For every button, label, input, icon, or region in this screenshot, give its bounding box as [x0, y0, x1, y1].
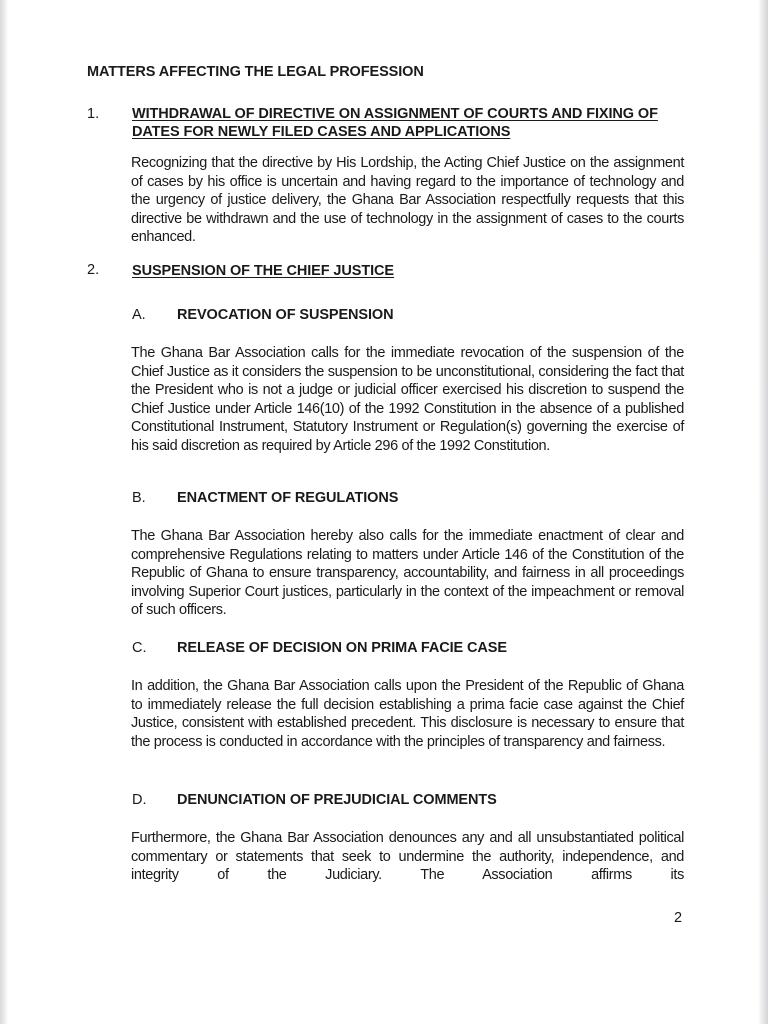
subsection-b-letter: B.	[132, 490, 146, 506]
section-2-number: 2.	[87, 262, 100, 278]
section-2-heading: SUSPENSION OF THE CHIEF JUSTICE	[132, 263, 394, 279]
subsection-d-letter: D.	[132, 792, 147, 808]
subsection-d-body: Furthermore, the Ghana Bar Association denounces any and all unsubstantiated political commentary or statements that seek to undermine the authority, independence, and integrity of the Judiciary. The Association affirms its	[131, 830, 684, 884]
subsection-b-heading: ENACTMENT OF REGULATIONS	[177, 490, 399, 506]
subsection-a-letter: A.	[132, 307, 146, 323]
section-1-body: Recognizing that the directive by His Lordship, the Acting Chief Justice on the assignment of cases by his office is uncertain and having regard to the importance of technology and the urgency of justice delivery, the Ghana Bar Association respectfully requests that this directive be withdrawn and the use of technology in the assignment of cases to the courts enhanced.	[131, 155, 684, 246]
subsection-b-body: The Ghana Bar Association hereby also calls for the immediate enactment of clear and comprehensive Regulations relating to matters under Article 146 of the Constitution of the Republic of Ghana to ensure transparency, accountability, and fairness in all proceedings involving Superior Court justices, particularly in the context of the impeachment or removal of such officers.	[131, 528, 684, 619]
subsection-d-heading: DENUNCIATION OF PREJUDICIAL COMMENTS	[177, 792, 497, 808]
section-1-heading: WITHDRAWAL OF DIRECTIVE ON ASSIGNMENT OF COURTS AND FIXING OF DATES FOR NEWLY FILED CASES AND APPLICATIONS	[132, 106, 658, 140]
document-title: MATTERS AFFECTING THE LEGAL PROFESSION	[87, 64, 424, 80]
subsection-a-heading: REVOCATION OF SUSPENSION	[177, 307, 394, 323]
page-edge-right	[758, 0, 768, 1024]
page-number: 2	[674, 910, 683, 926]
subsection-c-body: In addition, the Ghana Bar Association calls upon the President of the Republic of Ghana to immediately release the full decision establishing a prima facie case against the Chief Justice, consistent with established precedent. This disclosure is necessary to ensure that the process is conducted in accordance with the principles of transparency and fairness.	[131, 678, 684, 750]
section-1-number: 1.	[87, 106, 100, 122]
subsection-a-body: The Ghana Bar Association calls for the immediate revocation of the suspension of the Chief Justice as it considers the suspension to be unconstitutional, considering the fact that the President who is not a judge or judicial officer exercised his discretion to suspend the Chief Justice under Article 146(10) of the 1992 Constitution in the absence of a published Constitutional Instrument, Statutory Instrument or Regulation(s) governing the exercise of his said discretion as required by Article 296 of the 1992 Constitution.	[131, 345, 684, 454]
subsection-c-heading: RELEASE OF DECISION ON PRIMA FACIE CASE	[177, 640, 507, 656]
subsection-c-letter: C.	[132, 640, 147, 656]
page-edge-left	[0, 0, 8, 1024]
